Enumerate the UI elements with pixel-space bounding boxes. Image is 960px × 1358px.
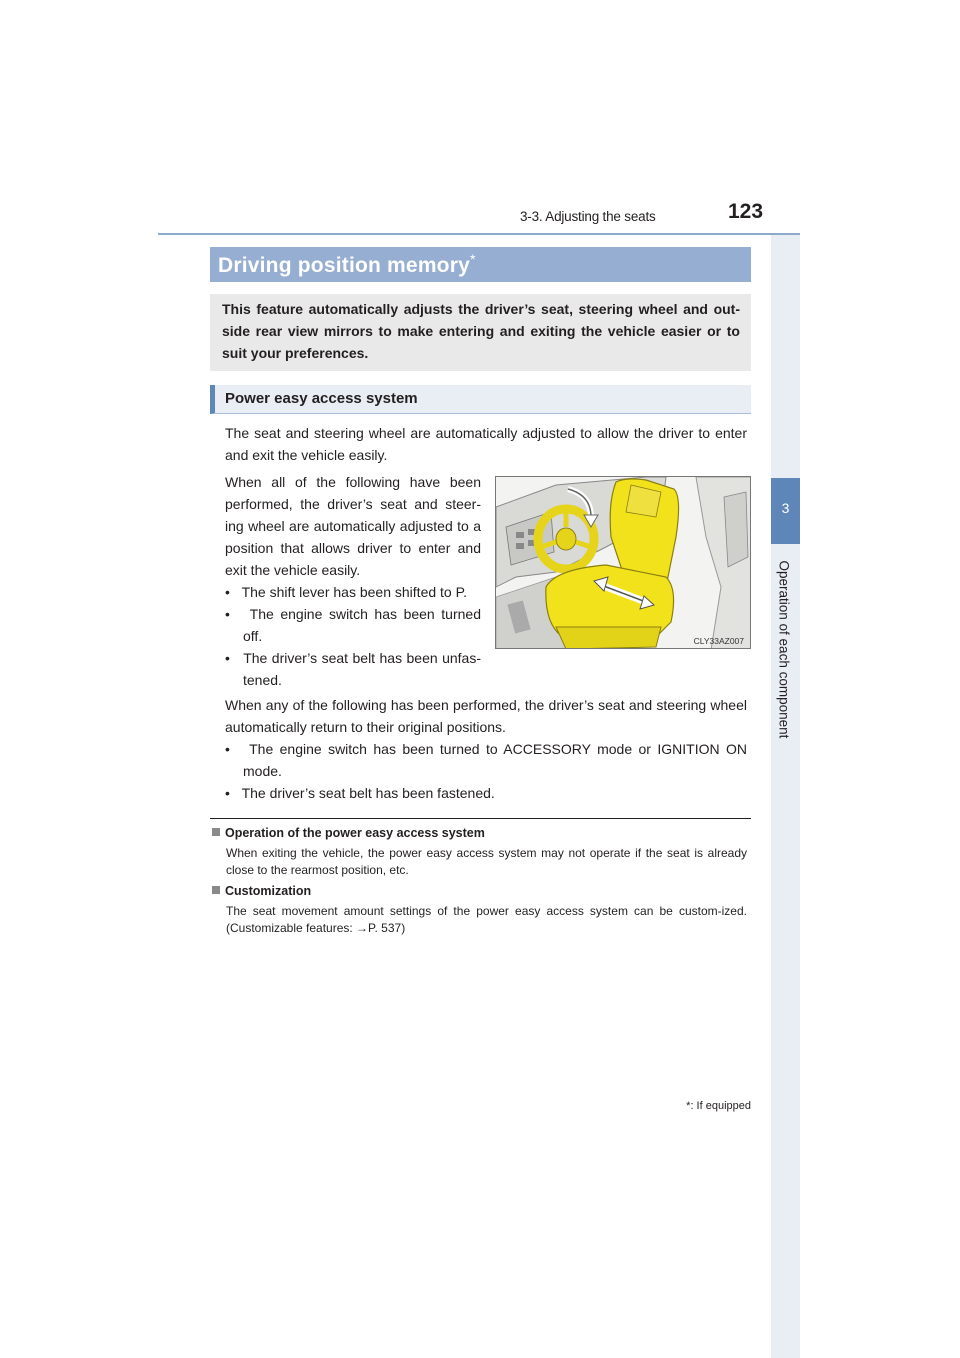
body-paragraph-2: When all of the following have been performed, the driver’s seat and steer-ing wheel are automatically adjusted to a position that allows driver to enter and exit the vehicle easily. (225, 474, 481, 578)
square-bullet-icon (212, 828, 220, 836)
bullet-item: • The engine switch has been turned off. (225, 606, 481, 644)
chapter-number: 3 (781, 500, 790, 516)
body-section-2 (225, 694, 747, 804)
body-column (225, 471, 481, 691)
note-text: When exiting the vehicle, the power easy access system may not operate if the seat is already close to the rearmost position, etc. (226, 846, 747, 877)
intro-text: This feature automatically adjusts the driver’s seat, steering wheel and out-side rear view mirrors to make entering and exiting the vehicle easier or to suit your preferences. (222, 301, 740, 361)
title-asterisk: * (469, 251, 476, 267)
body-paragraph-3: When any of the following has been performed, the driver’s seat and steering wheel automatically return to their original positions. (225, 697, 747, 735)
bullet-item: • The engine switch has been turned to ACCESSORY mode or IGNITION ON mode. (225, 741, 747, 779)
footnote-asterisk: * (686, 1100, 691, 1112)
note-heading: Operation of the power easy access system (212, 826, 747, 840)
seat-illustration (495, 476, 751, 649)
chapter-label: Operation of each component (776, 560, 792, 739)
page-title (218, 251, 476, 278)
footnote-text: : If equipped (690, 1100, 751, 1112)
header-rule (158, 233, 800, 235)
side-tab-bar (771, 235, 800, 1358)
body-paragraph-1: The seat and steering wheel are automatically adjusted to allow the driver to enter and exit the vehicle easily. (225, 425, 747, 463)
note-heading: Customization (212, 884, 747, 898)
subheading: Power easy access system (225, 390, 418, 407)
page-number: 123 (728, 200, 764, 223)
square-bullet-icon (212, 886, 220, 894)
bullet-item: • The shift lever has been shifted to P. (225, 584, 468, 600)
section-divider (210, 818, 751, 819)
note-2 (212, 884, 747, 936)
bullet-item: • The driver’s seat belt has been unfas-tened. (225, 650, 481, 688)
car-interior-drawing (496, 477, 751, 649)
bullet-item: • The driver’s seat belt has been fastened. (225, 785, 495, 801)
note-1 (212, 826, 747, 878)
footnote (640, 1100, 751, 1112)
figure-code: CLY33AZ007 (693, 636, 744, 646)
section-title: 3-3. Adjusting the seats (520, 209, 656, 224)
title-text: Driving position memory (218, 254, 470, 277)
note-text: The seat movement amount settings of the power easy access system can be custom-ized. (Customizable features: →P. 537) (226, 904, 747, 935)
